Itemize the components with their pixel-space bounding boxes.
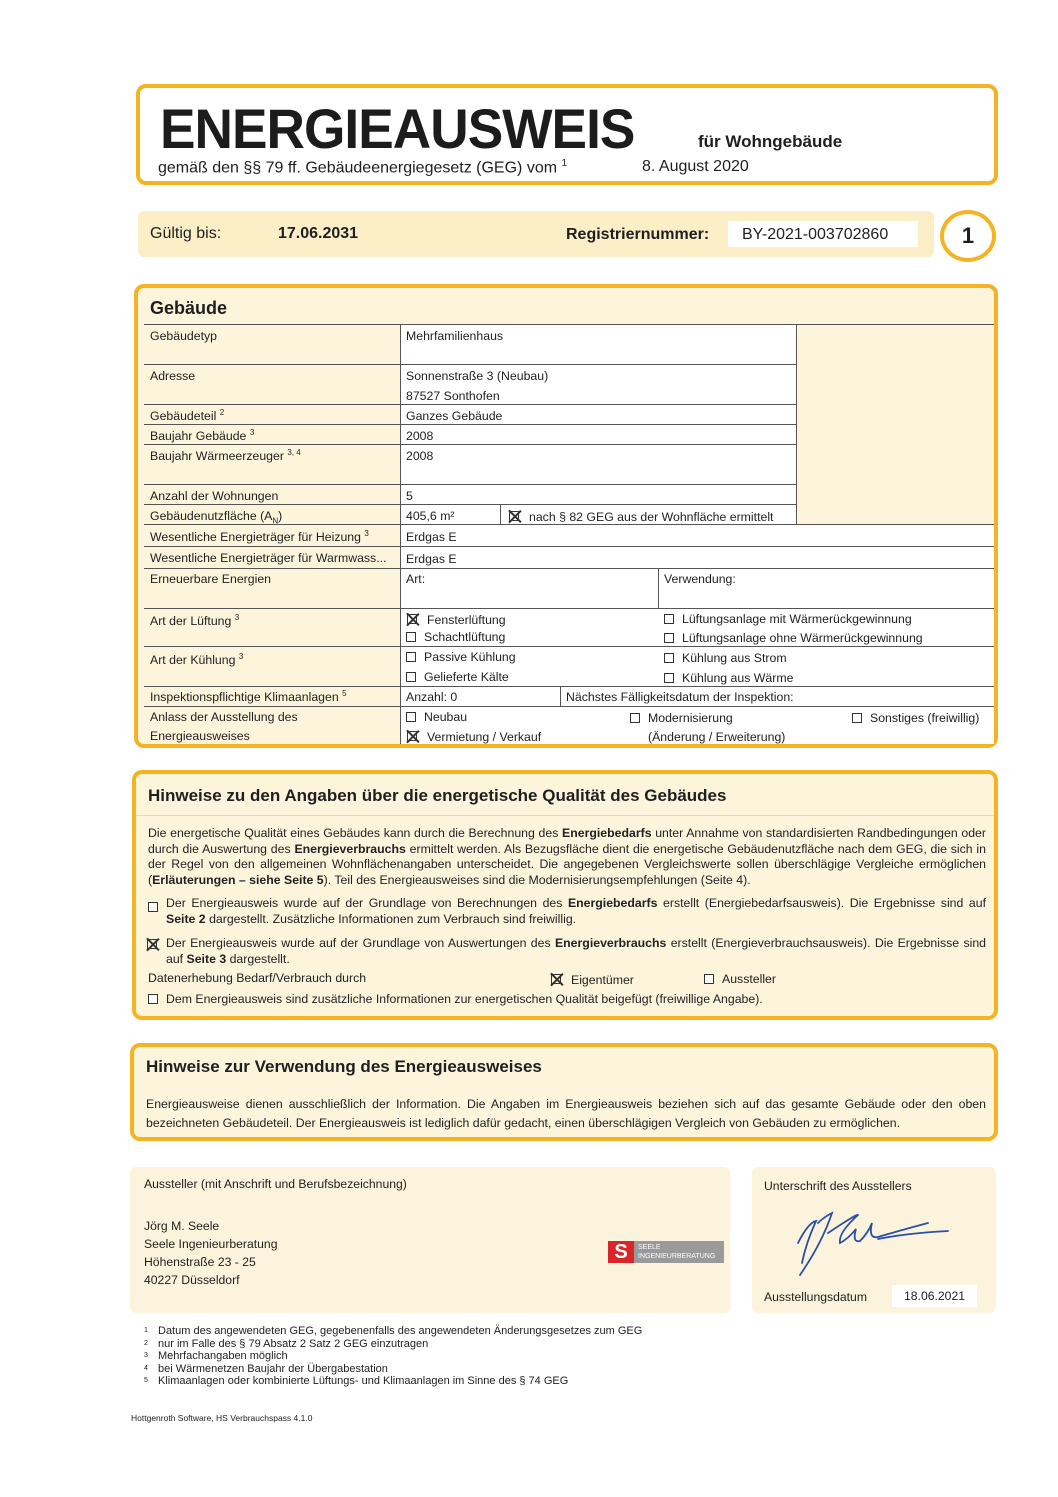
building-section (134, 284, 998, 748)
issue-date-value: 18.06.2021 (892, 1285, 977, 1307)
units-value: 5 (406, 489, 413, 503)
checked-box-icon (146, 938, 159, 951)
validity-strip (138, 211, 934, 257)
checked-box-icon (550, 973, 563, 986)
issuer-section (130, 1167, 730, 1313)
ac-next-inspection-label: Nächstes Fälligkeitsdatum der Inspektion: (566, 690, 794, 704)
units-label: Anzahl der Wohnungen (150, 489, 279, 503)
checkbox-icon (852, 713, 862, 723)
data-source-label: Datenerhebung Bedarf/Verbrauch durch (148, 971, 367, 985)
water-carrier-label: Wesentliche Energieträger für Warmwass... (150, 551, 387, 565)
building-part-value: Ganzes Gebäude (406, 409, 503, 423)
area-method-checkbox[interactable]: nach § 82 GEG aus der Wohnfläche ermittelt (508, 508, 773, 524)
additional-info-option[interactable]: Dem Energieausweis sind zusätzliche Informationen zur energetischen Qualität beigefügt (freiwillige Angabe). (148, 992, 763, 1008)
footnote: 2 nur im Falle des § 79 Absatz 2 Satz 2 GEG einzutragen (144, 1337, 429, 1350)
checkbox-icon (406, 672, 416, 682)
checkbox-icon (406, 632, 416, 642)
checked-box-icon (406, 613, 419, 626)
data-source-issuer[interactable]: Aussteller (704, 972, 776, 988)
issuer-label: Aussteller (mit Anschrift und Berufsbezeichnung) (144, 1177, 407, 1191)
ventilation-option-shaft[interactable]: Schachtlüftung (406, 630, 505, 644)
checkbox-icon (664, 633, 674, 643)
quality-notes-title: Hinweise zu den Angaben über die energetische Qualität des Gebäudes (148, 786, 727, 805)
demand-certificate-text: Der Energieausweis wurde auf der Grundlage von Berechnungen des Energiebedarfs erstellt (Energiebedarfsausweis). Die Ergebnisse sind auf Seite 2 dargestellt. Zusätzliche Informationen zum Verbrauch sind freiwillig. (166, 896, 986, 926)
cooling-option-passive[interactable]: Passive Kühlung (406, 650, 516, 664)
usage-notes-text: Energieausweise dienen ausschließlich der Information. Die Angaben im Energieausweis beziehen sich auf das gesamte Gebäude oder den oben bezeichneten Gebäudeteil. Der Energieausweis ist lediglich dafür gedacht, einen überschlägigen Vergleich von Gebäuden zu ermöglichen. (146, 1097, 986, 1130)
demand-certificate-checkbox[interactable] (148, 898, 166, 916)
reason-option-modernization[interactable]: Modernisierung (630, 711, 733, 725)
usable-area-label: Gebäudenutzfläche $(A_N)$ (150, 509, 283, 526)
renewable-label: Erneuerbare Energien (150, 572, 271, 586)
address-line2: 87527 Sonthofen (406, 389, 500, 403)
footnote: 4 bei Wärmenetzen Baujahr der Übergabestation (144, 1362, 388, 1375)
ventilation-option-with-recovery[interactable]: Lüftungsanlage mit Wärmerückgewinnung (664, 612, 912, 626)
footnote: 5 Klimaanlagen oder kombinierte Lüftungs- und Klimaanlagen im Sinne des § 74 GEG (144, 1375, 569, 1387)
footnotes (144, 1325, 642, 1388)
issuer-street: Höhenstraße 23 - 25 (144, 1255, 256, 1269)
consumption-certificate-checkbox[interactable] (146, 936, 167, 954)
registration-label: Registriernummer: (566, 226, 710, 243)
checkbox-icon (704, 974, 714, 984)
quality-notes-section (132, 770, 998, 1020)
valid-until-value: 17.06.2031 (278, 225, 359, 242)
renewable-use-label: Verwendung: (664, 572, 736, 586)
document-title: ENERGIEAUSWEIS (160, 97, 635, 160)
cooling-option-heat[interactable]: Kühlung aus Wärme (664, 671, 793, 685)
document-header (136, 84, 998, 185)
reason-option-rental-sale[interactable]: Vermietung / Verkauf (406, 728, 541, 744)
address-label: Adresse (150, 369, 196, 383)
building-type-value: Mehrfamilienhaus (406, 329, 504, 343)
registration-number: BY-2021-003702860 (728, 221, 918, 247)
building-type-label: Gebäudetyp (150, 329, 218, 343)
heater-year-label: Baujahr Wärmeerzeuger $^{3, 4}$ (150, 448, 301, 464)
cooling-option-electric[interactable]: Kühlung aus Strom (664, 651, 787, 665)
ac-count: Anzahl: 0 (406, 690, 458, 704)
signature-icon (788, 1203, 958, 1279)
footnote: 3 Mehrfachangaben möglich (144, 1350, 288, 1362)
building-part-label: Gebäudeteil $^2$ (150, 408, 225, 424)
company-logo-icon: S (608, 1241, 634, 1263)
construction-year-label: Baujahr Gebäude $^3$ (150, 428, 255, 444)
issuer-name: Jörg M. Seele (144, 1219, 220, 1233)
reason-option-modernization-detail: (Änderung / Erweiterung) (648, 730, 786, 744)
ventilation-option-window[interactable]: Fensterlüftung (406, 611, 506, 627)
checkbox-icon (664, 614, 674, 624)
checkbox-icon (148, 902, 158, 912)
signature-label: Unterschrift des Ausstellers (764, 1179, 912, 1193)
building-section-title: Gebäude (150, 298, 228, 318)
signature-section (752, 1167, 996, 1313)
consumption-certificate-text: Der Energieausweis wurde auf der Grundlage von Auswertungen des Energieverbrauchs erstellt (Energieverbrauchsausweis). Die Ergebnisse sind auf Seite 3 dargestellt. (166, 936, 987, 966)
software-credit: Hottgenroth Software, HS Verbrauchspass 4.1.0 (131, 1413, 313, 1423)
heating-carrier-label: Wesentliche Energieträger für Heizung $^3$ (150, 529, 369, 545)
checkbox-icon (630, 713, 640, 723)
valid-until-label: Gültig bis: (150, 225, 222, 242)
reason-label-line1: Anlass der Ausstellung des (150, 710, 298, 724)
footnote: 1 Datum des angewendeten GEG, gegebenenfalls des angewendeten Änderungsgesetzes zum GEG (144, 1325, 643, 1337)
checked-box-icon (508, 510, 521, 523)
ac-inspection-label: Inspektionspflichtige Klimaanlagen $^5$ (150, 689, 347, 705)
data-source-owner[interactable]: Eigentümer (550, 971, 634, 989)
cooling-label: Art der Kühlung $^3$ (150, 652, 244, 668)
ventilation-option-without-recovery[interactable]: Lüftungsanlage ohne Wärmerückgewinnung (664, 631, 923, 645)
quality-notes-intro: Die energetische Qualität eines Gebäudes kann durch die Berechnung des Energiebedarfs unter Annahme von standardisierten Randbedingungen oder durch die Auswertung des Energieverbrauchs ermittelt werden. Als Bezugsfläche dient die energetische Gebäudenutzfläche nach dem GEG, die sich in der Regel von den allgemeinen Wohnflächenangaben unterscheidet. Die angegebenen Vergleichswerte sollen überschlägige Vergleiche ermöglichen (Erläuterungen – siehe Seite 5). Teil des Energieausweises sind die Modernisierungsempfehlungen (Seite 4). (148, 826, 986, 888)
page-number-badge: 1 (940, 210, 996, 262)
checkbox-icon (664, 653, 674, 663)
checkbox-icon (664, 673, 674, 683)
ventilation-label: Art der Lüftung $^3$ (150, 613, 240, 629)
issuer-company: Seele Ingenieurberatung (144, 1237, 278, 1251)
reason-label-line2: Energieausweises (150, 729, 250, 743)
construction-year-value: 2008 (406, 429, 434, 443)
usage-notes-section (130, 1043, 998, 1141)
issue-date-label: Ausstellungsdatum (764, 1290, 867, 1304)
usable-area-value: 405,6 m² (406, 509, 455, 523)
cooling-option-delivered[interactable]: Gelieferte Kälte (406, 670, 509, 684)
company-logo-text: SEELE INGENIEURBERATUNG (634, 1241, 724, 1263)
issuer-city: 40227 Düsseldorf (144, 1273, 240, 1287)
checked-box-icon (406, 730, 419, 743)
checkbox-icon (148, 994, 158, 1004)
checkbox-icon (406, 712, 416, 722)
law-date: 8. August 2020 (642, 158, 749, 175)
building-table (144, 324, 994, 744)
reason-option-other[interactable]: Sonstiges (freiwillig) (852, 711, 979, 725)
document-subtitle: für Wohngebäude (698, 132, 843, 151)
heater-year-value: 2008 (406, 449, 434, 463)
checkbox-icon (406, 652, 416, 662)
reason-option-new-build[interactable]: Neubau (406, 710, 467, 724)
water-carrier-value: Erdgas E (406, 552, 457, 566)
usage-notes-title: Hinweise zur Verwendung des Energieausweises (146, 1057, 542, 1076)
renewable-type-label: Art: (406, 572, 426, 586)
law-reference: gemäß den §§ 79 ff. Gebäudeenergiegesetz (GEG) vom $^1$ (158, 158, 568, 177)
heating-carrier-value: Erdgas E (406, 530, 457, 544)
address-line1: Sonnenstraße 3 (Neubau) (406, 369, 549, 383)
